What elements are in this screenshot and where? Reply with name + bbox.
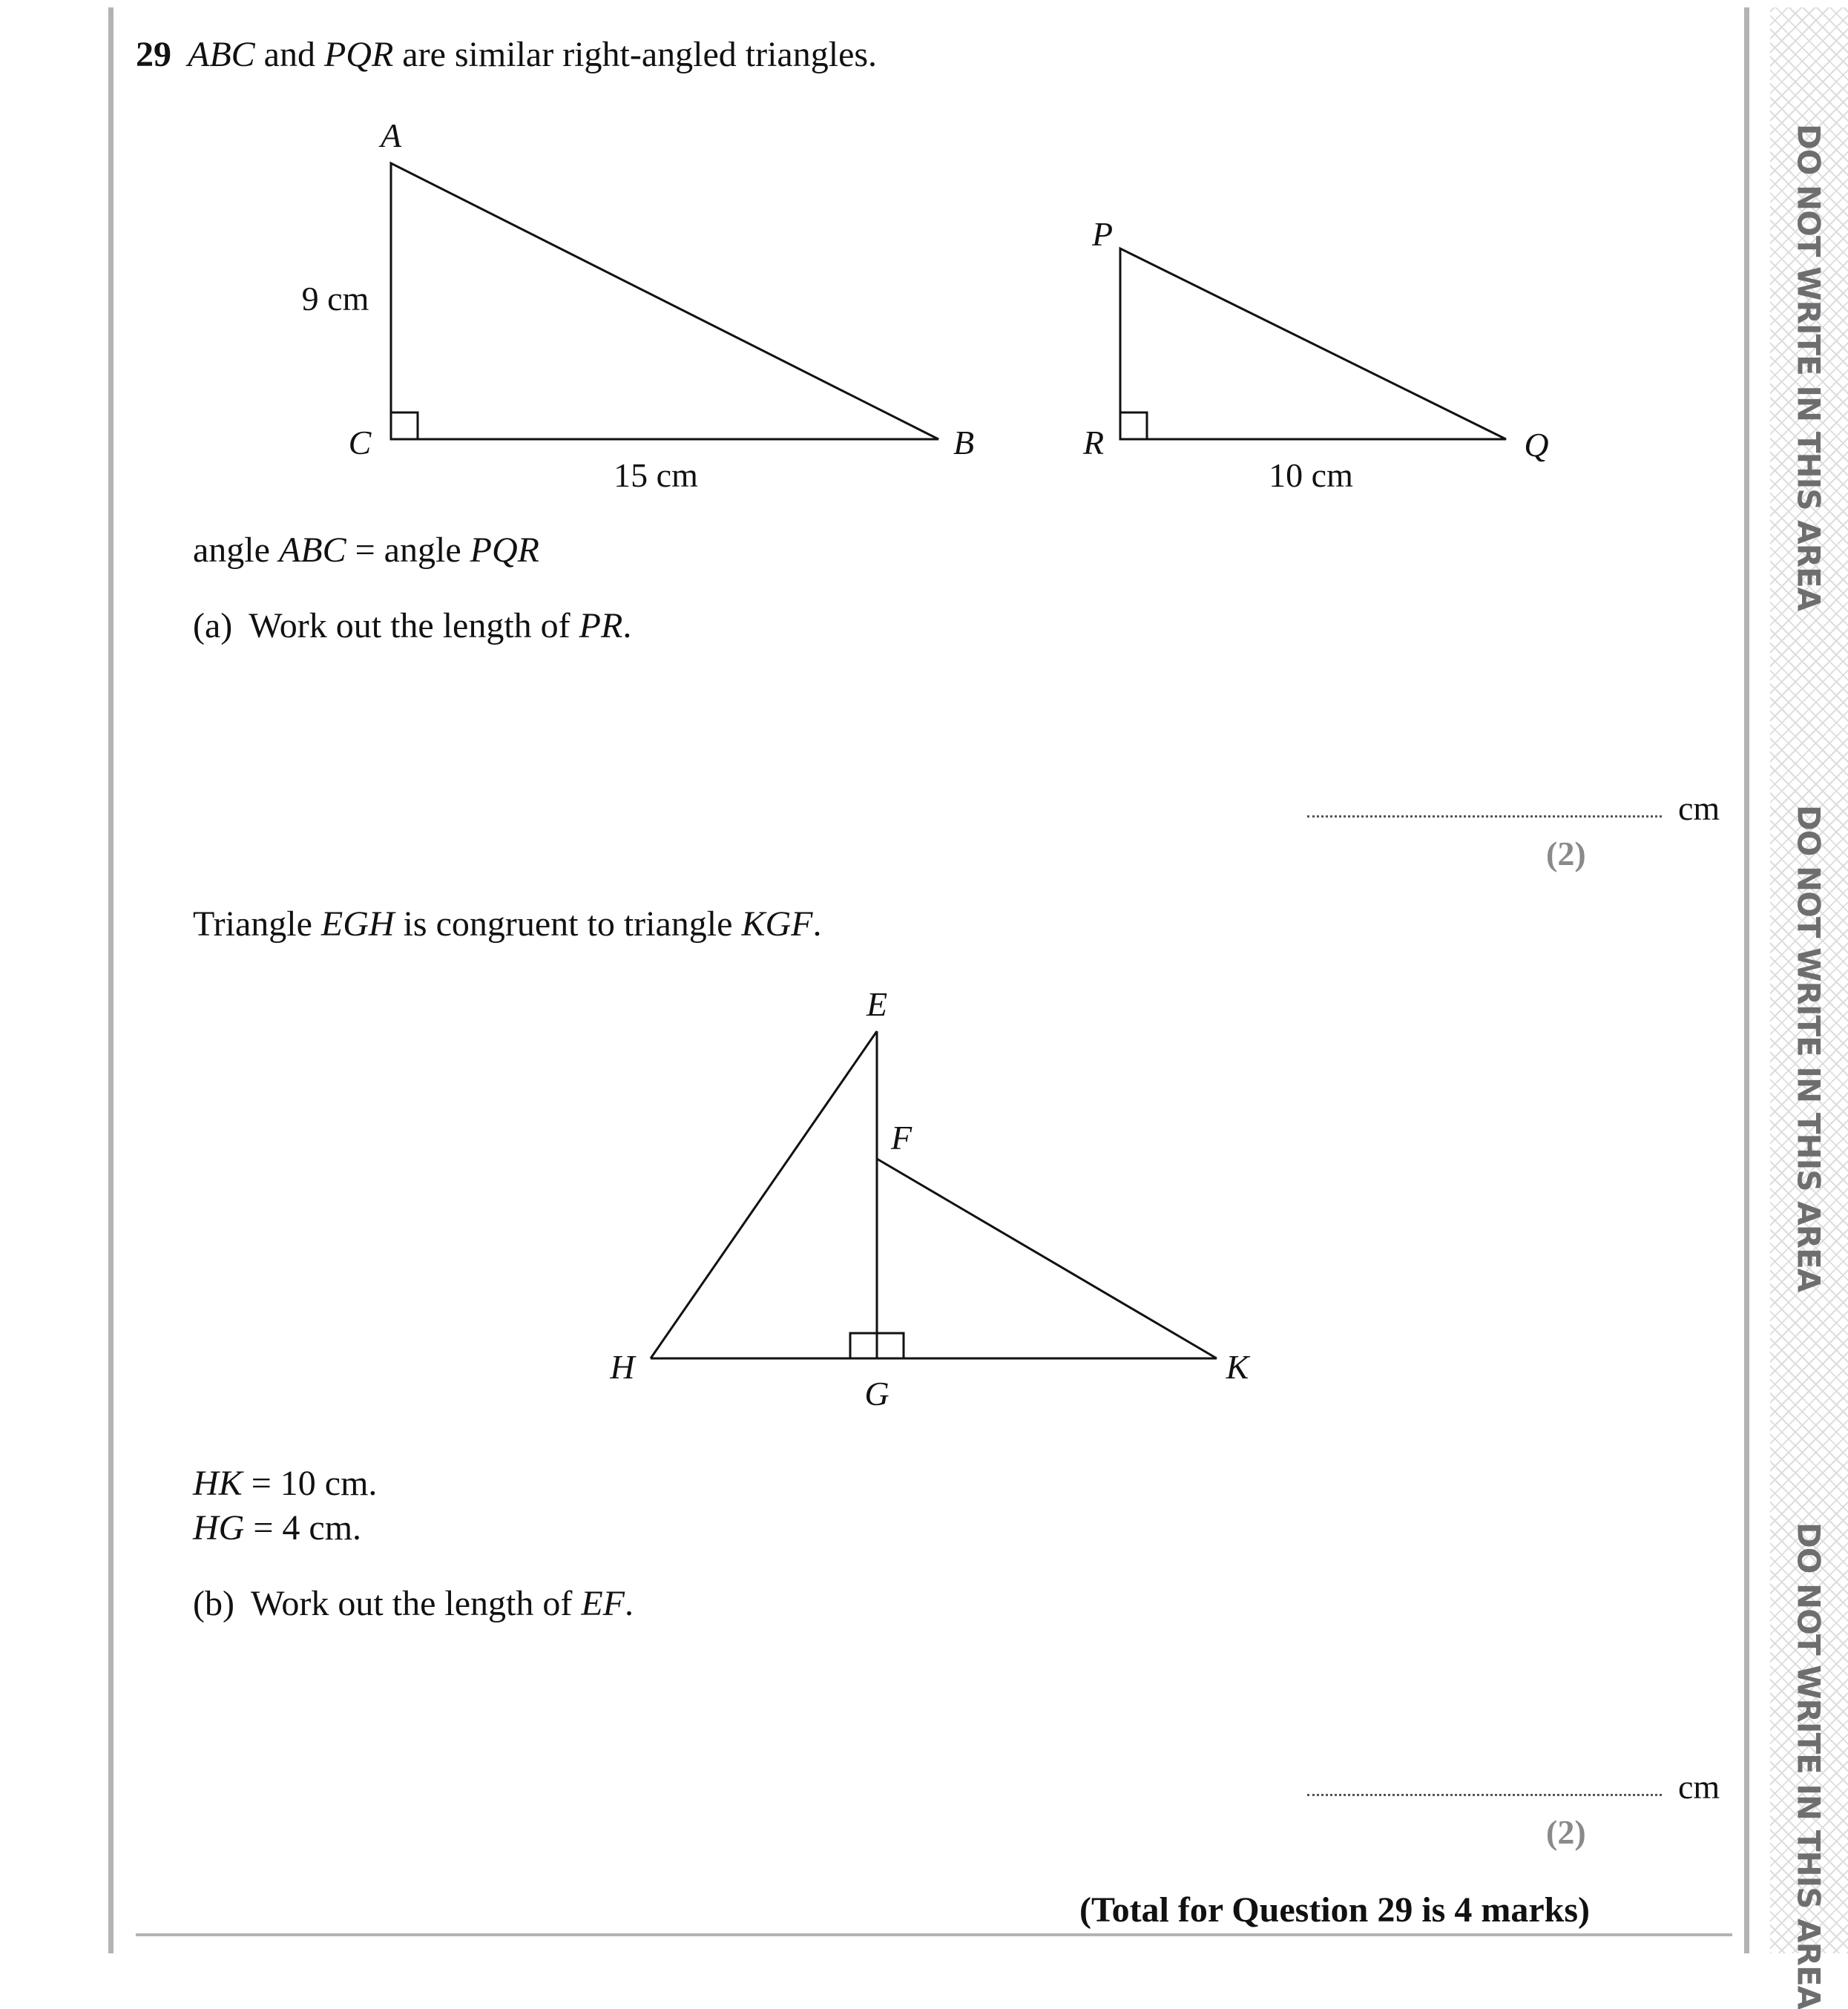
part-b-marks: (2) (1546, 1813, 1586, 1851)
question-number: 29 (136, 35, 171, 74)
margin-warning-1: DO NOT WRITE IN THIS AREA (1790, 123, 1827, 611)
part-a-label: (a) (193, 606, 233, 645)
right-angle-r (1120, 412, 1147, 439)
part-b-answer-line[interactable] (1307, 1794, 1662, 1796)
question-total: (Total for Question 29 is 4 marks) (1079, 1890, 1590, 1930)
part-a-prompt: (a) Work out the length of PR. (193, 606, 632, 645)
part-a-unit: cm (1678, 789, 1720, 827)
vertex-b-label: B (953, 424, 975, 461)
part-a-marks: (2) (1546, 835, 1586, 872)
vertex-h-label: H (610, 1348, 635, 1386)
right-angle-c (391, 412, 418, 439)
vertex-q-label: Q (1524, 426, 1549, 464)
vertex-r-label: R (1082, 424, 1105, 461)
part-b-unit: cm (1678, 1768, 1720, 1806)
triangle-pqr (1120, 249, 1506, 439)
part-b-label: (b) (193, 1584, 234, 1623)
side-cb-label: 15 cm (614, 456, 698, 494)
congruent-statement: Triangle EGH is congruent to triangle KGF. (193, 904, 822, 944)
given-hg: HG = 4 cm. (193, 1508, 362, 1548)
segment-he (651, 1031, 877, 1358)
vertex-f-label: F (890, 1119, 913, 1157)
vertex-c-label: C (348, 424, 372, 461)
question-header: 29 ABC and PQR are similar right-angled triangles. (136, 35, 878, 74)
part-b-prompt: (b) Work out the length of EF. (193, 1584, 634, 1623)
given-hk: HK = 10 cm. (193, 1464, 378, 1503)
part-a-answer-line[interactable] (1307, 815, 1662, 818)
segment-fk (877, 1159, 1217, 1358)
vertex-p-label: P (1091, 215, 1114, 253)
vertex-k-label: K (1226, 1348, 1249, 1386)
vertex-g-label: G (864, 1375, 890, 1413)
triangle-abc (391, 163, 938, 439)
margin-warning-2: DO NOT WRITE IN THIS AREA (1790, 804, 1827, 1292)
vertex-e-label: E (866, 985, 888, 1023)
vertex-a-label: A (380, 116, 402, 154)
angle-statement: angle ABC = angle PQR (193, 530, 539, 570)
side-rq-label: 10 cm (1269, 456, 1353, 494)
side-ac-label: 9 cm (301, 280, 369, 318)
margin-warning-3: DO NOT WRITE IN THIS AREA (1790, 1522, 1827, 2009)
